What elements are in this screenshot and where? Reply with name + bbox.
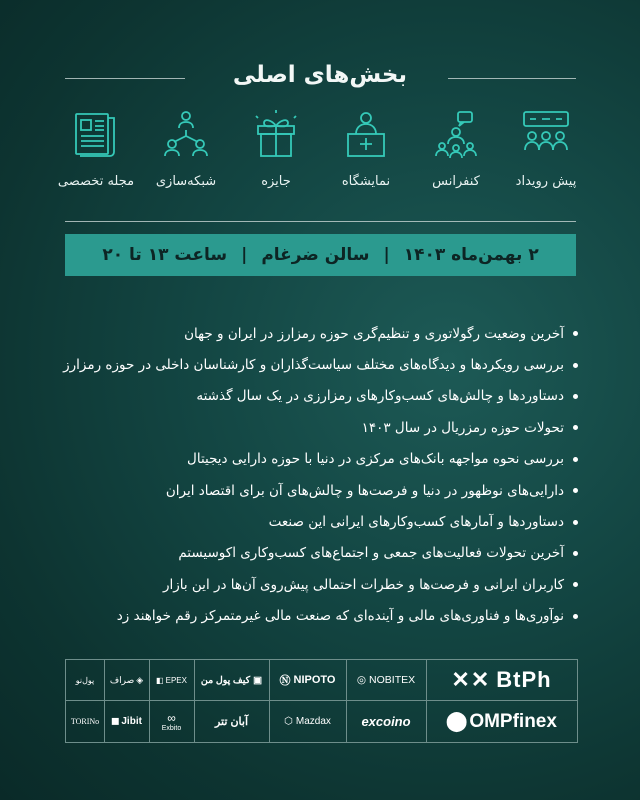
sponsor-logo-kif-pool-man: کیف پول من ▣ — [200, 674, 263, 686]
jibit-mark-icon: ◼ — [111, 716, 120, 727]
sponsor-logo-nobitex: ◎ NOBITEX — [356, 674, 416, 686]
separator: | — [241, 245, 248, 265]
topic-text: آخرین وضعیت رگولاتوری و تنظیم‌گری حوزه رمزارز در ایران و جهان — [184, 325, 564, 342]
nobitex-mark-icon: ◎ — [356, 674, 367, 686]
middle-divider — [65, 221, 576, 222]
list-item — [48, 349, 578, 380]
category-conference — [416, 108, 496, 198]
bullet-icon — [573, 582, 578, 587]
topic-text: دارایی‌های نوظهور در دنیا و فرصت‌ها و چالش‌های آن برای اقتصاد ایران — [165, 482, 564, 499]
exbito-mark-icon: ∞ — [167, 711, 176, 725]
nipoto-mark-icon: Ⓝ — [279, 675, 291, 687]
category-label: کنفرانس — [432, 174, 480, 189]
list-item — [48, 475, 578, 506]
sponsor-logo-exbito: ∞ Exbito — [161, 711, 182, 732]
list-item — [48, 318, 578, 349]
sponsor-logo-jibit: ◼ Jibit — [111, 716, 142, 727]
exhibition-icon — [340, 108, 392, 160]
list-item — [48, 412, 578, 443]
sponsor-logo-ompfinex: ⬤ OMPfinex — [446, 710, 557, 732]
topic-text: بررسی رویکردها و دیدگاه‌های مختلف سیاست‌گذاران و کارشناسان داخلی در حوزه رمزارز — [63, 357, 564, 374]
categories-row — [56, 108, 586, 198]
bullet-icon — [573, 457, 578, 462]
separator: | — [383, 245, 390, 265]
wallet-icon: ▣ — [253, 674, 263, 686]
list-item — [48, 569, 578, 600]
bullet-icon — [573, 394, 578, 399]
list-item — [48, 601, 578, 632]
mazdax-mark-icon: ⬡ — [284, 716, 293, 727]
event-time: ساعت ۱۳ تا ۲۰ — [102, 245, 228, 265]
sponsor-logo-btph: ✕✕ BtPh — [451, 667, 552, 692]
bullet-icon — [573, 363, 578, 368]
award-gift-icon — [250, 108, 302, 160]
category-magazine — [56, 108, 136, 198]
magazine-icon — [70, 108, 122, 160]
bullet-icon — [573, 425, 578, 430]
bullet-icon — [573, 331, 578, 336]
sponsor-logo-mazdax: ⬡ Mazdax — [284, 716, 331, 727]
sponsor-logo-aban-tether: آبان تتر — [214, 716, 249, 728]
category-label: مجله تخصصی — [57, 174, 135, 189]
sponsor-logo-torino: TORINo — [70, 717, 100, 726]
topic-text: دستاوردها و چالش‌های کسب‌وکارهای رمزارزی در یک سال گذشته — [196, 388, 564, 405]
topics-list — [48, 318, 578, 632]
topic-text: آخرین تحولات فعالیت‌های جمعی و اجتماع‌های کسب‌وکاری اکوسیستم — [178, 545, 564, 562]
sponsor-logo-poolno: پول‌نو — [75, 675, 95, 685]
event-venue: سالن ضرغام — [261, 245, 370, 265]
topic-text: بررسی نحوه مواجهه بانک‌های مرکزی در دنیا با حوزه دارایی دیجیتال — [187, 451, 564, 468]
category-label: جایزه — [261, 174, 291, 189]
category-networking — [146, 108, 226, 198]
sponsor-logo-sarraf: صراف ◈ — [109, 674, 144, 685]
list-item — [48, 381, 578, 412]
bullet-icon — [573, 488, 578, 493]
category-label: پیش رویداد — [515, 174, 577, 189]
topic-text: دستاوردها و آمارهای کسب‌وکارهای ایرانی این صنعت — [268, 514, 564, 531]
page-title: بخش‌های اصلی — [232, 62, 408, 88]
category-award — [236, 108, 316, 198]
sponsors-grid — [65, 659, 578, 743]
topic-text: نوآوری‌ها و فناوری‌های مالی و آینده‌ای که صنعت مالی غیرمتمرکز رقم خواهند زد — [116, 608, 564, 625]
list-item — [48, 506, 578, 537]
sponsor-logo-nipoto: Ⓝ NIPOTO — [279, 674, 336, 687]
btph-mark-icon: ✕✕ — [451, 667, 491, 692]
sarraf-mark-icon: ◈ — [136, 674, 144, 685]
event-info-band — [65, 234, 576, 276]
category-label: نمایشگاه — [341, 174, 391, 189]
list-item — [48, 538, 578, 569]
pre-event-icon — [520, 108, 572, 160]
category-pre-event — [506, 108, 586, 198]
topic-text: کاربران ایرانی و فرصت‌ها و خطرات احتمالی پیش‌روی آن‌ها در این بازار — [162, 576, 564, 593]
sponsor-logo-epex: ◧ EPEX — [156, 675, 187, 685]
event-date: ۲ بهمن‌ماه ۱۴۰۳ — [403, 245, 539, 265]
conference-icon — [430, 108, 482, 160]
sponsor-logo-excoino: excoino — [361, 714, 411, 729]
networking-icon — [160, 108, 212, 160]
ompfinex-mark-icon: ⬤ — [446, 711, 468, 732]
bullet-icon — [573, 614, 578, 619]
bullet-icon — [573, 551, 578, 556]
bullet-icon — [573, 520, 578, 525]
epex-mark-icon: ◧ — [156, 675, 164, 685]
category-label: شبکه‌سازی — [155, 174, 217, 189]
list-item — [48, 444, 578, 475]
category-exhibition — [326, 108, 406, 198]
topic-text: تحولات حوزه رمزریال در سال ۱۴۰۳ — [361, 419, 564, 436]
